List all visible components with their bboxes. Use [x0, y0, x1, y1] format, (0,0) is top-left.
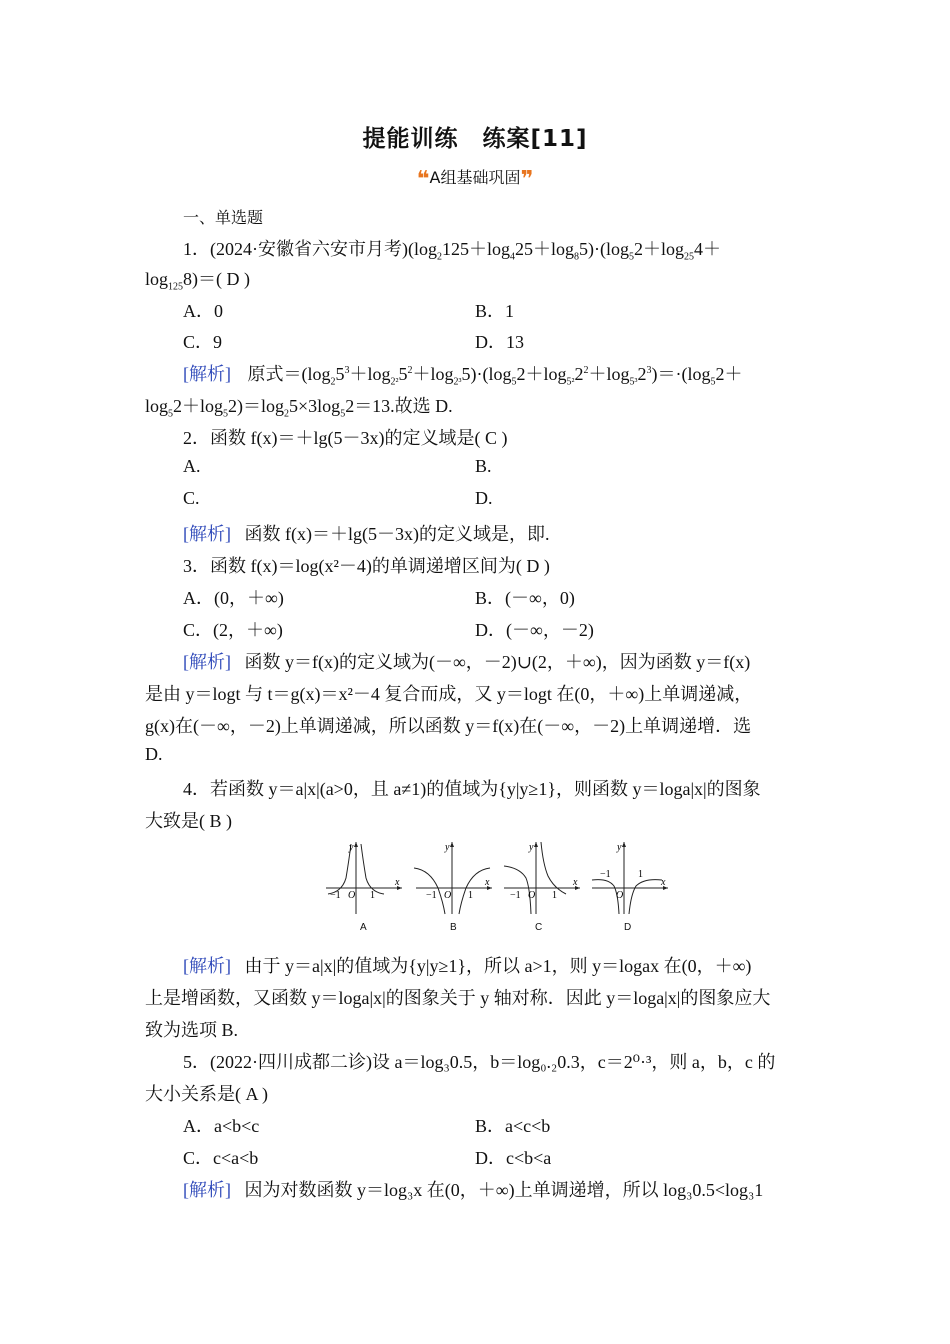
q2-option-a: A. — [183, 456, 201, 476]
q3-solution: [解析] 函数 y＝f(x)的定义域为(－∞，－2)∪(2，＋∞)，因为函数 y＝f(x) — [183, 652, 751, 672]
q1-option-c: C．9 — [183, 332, 223, 352]
q3-option-b: B．(－∞，0) — [475, 588, 575, 608]
svg-text:O: O — [528, 890, 536, 901]
svg-text:y: y — [445, 842, 450, 853]
svg-text:x: x — [395, 877, 400, 888]
q5-option-c: C．c<a<b — [183, 1148, 259, 1168]
graph-label-a: A — [360, 922, 367, 933]
svg-text:O: O — [616, 890, 624, 901]
svg-text:−1: −1 — [510, 890, 521, 901]
q4-stem: 4．若函数 y＝a|x|(a>0，且 a≠1)的值域为{y|y≥1}，则函数 y＝loga|x|的图象 — [183, 779, 761, 799]
svg-text:x: x — [661, 877, 666, 888]
q1-stem-cont: $\log_{125}8)=$( D ) — [145, 269, 250, 293]
close-quote-icon: ❞ — [520, 167, 534, 192]
graph-b — [412, 838, 496, 918]
solution-tag: [解析] — [183, 652, 231, 672]
svg-text:y: y — [617, 842, 622, 853]
solution-tag: [解析] — [183, 956, 231, 976]
page-title: 提能训练 练案[11] — [362, 126, 588, 152]
svg-text:y: y — [529, 842, 534, 853]
svg-text:x: x — [485, 877, 490, 888]
svg-text:1: 1 — [638, 869, 643, 880]
graph-label-b: B — [450, 922, 457, 933]
svg-text:x: x — [573, 877, 578, 888]
q3-option-a: A．(0，＋∞) — [183, 588, 284, 608]
q4-solution-line3: 致为选项 B. — [145, 1020, 239, 1040]
svg-text:−1: −1 — [330, 890, 341, 901]
q3-solution-line4: D. — [145, 744, 163, 764]
q2-option-c: C. — [183, 488, 200, 508]
section-heading: 一、单选题 — [183, 208, 264, 227]
q1-option-a: A．0 — [183, 301, 223, 321]
q1-option-b: B．1 — [475, 301, 515, 321]
q4-solution: [解析] 由于 y＝a|x|的值域为{y|y≥1}，所以 a>1，则 y＝logax 在(0，＋∞) — [183, 956, 752, 976]
svg-text:O: O — [444, 890, 452, 901]
solution-tag: [解析] — [183, 524, 231, 544]
q4-solution-line2: 上是增函数，又函数 y＝loga|x|的图象关于 y 轴对称．因此 y＝loga|x|的图象应大 — [145, 988, 771, 1008]
solution-tag: [解析] — [183, 364, 231, 384]
q3-option-c: C．(2，＋∞) — [183, 620, 283, 640]
graph-label-d: D — [624, 922, 632, 933]
svg-text:1: 1 — [370, 890, 375, 901]
q3-solution-line3: g(x)在(－∞，－2)上单调递减，所以函数 y＝f(x)在(－∞，－2)上单调递增．选 — [145, 716, 752, 736]
graph-a — [322, 838, 406, 918]
q5-option-a: A．a<b<c — [183, 1116, 260, 1136]
svg-text:O: O — [348, 890, 356, 901]
svg-text:−1: −1 — [426, 890, 437, 901]
q2-solution: [解析] 函数 f(x)＝＋lg(5－3x)的定义域是，即. — [183, 524, 550, 544]
q1-solution-cont: $\log_52+\log_52)=\log_25\times 3\log_52=13$.故选 D. — [145, 396, 453, 420]
q2-option-d: D. — [475, 488, 493, 508]
q5-stem-cont: 大小关系是( A ) — [145, 1084, 268, 1104]
q1-option-d: D．13 — [475, 332, 524, 352]
q5-solution: [解析] 因为对数函数 y＝log₃x 在(0，＋∞)上单调递增，所以 log₃0.5<log₃1 — [183, 1180, 764, 1200]
svg-text:y: y — [349, 842, 354, 853]
q5-stem: 5．(2022·四川成都二诊)设 a＝log₃0.5，b＝log₀.₂0.3，c＝2⁰·³，则 a，b，c 的 — [183, 1052, 776, 1072]
q3-option-d: D．(－∞，－2) — [475, 620, 594, 640]
q5-option-b: B．a<c<b — [475, 1116, 551, 1136]
q2-stem: 2．函数 f(x)＝＋lg(5－3x)的定义域是( C ) — [183, 428, 508, 448]
svg-text:−1: −1 — [600, 869, 611, 880]
group-heading-label: A组基础巩固 — [429, 168, 521, 187]
svg-text:1: 1 — [468, 890, 473, 901]
q5-option-d: D．c<b<a — [475, 1148, 552, 1168]
graph-c — [500, 838, 584, 918]
q3-stem: 3．函数 f(x)＝log(x²－4)的单调递增区间为( D ) — [183, 556, 550, 576]
q1-solution: [解析] 原式$=(\log_25^3+\log_{2^2}5^2+\log_{2^3}5)\cdot(\log_52+\log_{5^2}2^2+\log_{5^3}2^3)=\cdot(\log_52+$ — [183, 364, 743, 388]
q1-stem: 1．(2024·安徽省六安市月考)$(\log_2125+\log_425+\log_85)\cdot(\log_52+\log_{25}4+$ — [183, 239, 722, 263]
group-heading — [0, 165, 950, 192]
q4-stem-cont: 大致是( B ) — [145, 811, 232, 831]
svg-text:1: 1 — [552, 890, 557, 901]
q2-option-b: B. — [475, 456, 492, 476]
solution-tag: [解析] — [183, 1180, 231, 1200]
q3-solution-line2: 是由 y＝logt 与 t＝g(x)＝x²－4 复合而成，又 y＝logt 在(0，＋∞)上单调递减， — [145, 684, 753, 704]
open-quote-icon: ❝ — [416, 167, 430, 192]
graph-d — [588, 838, 672, 918]
graph-label-c: C — [535, 922, 543, 933]
